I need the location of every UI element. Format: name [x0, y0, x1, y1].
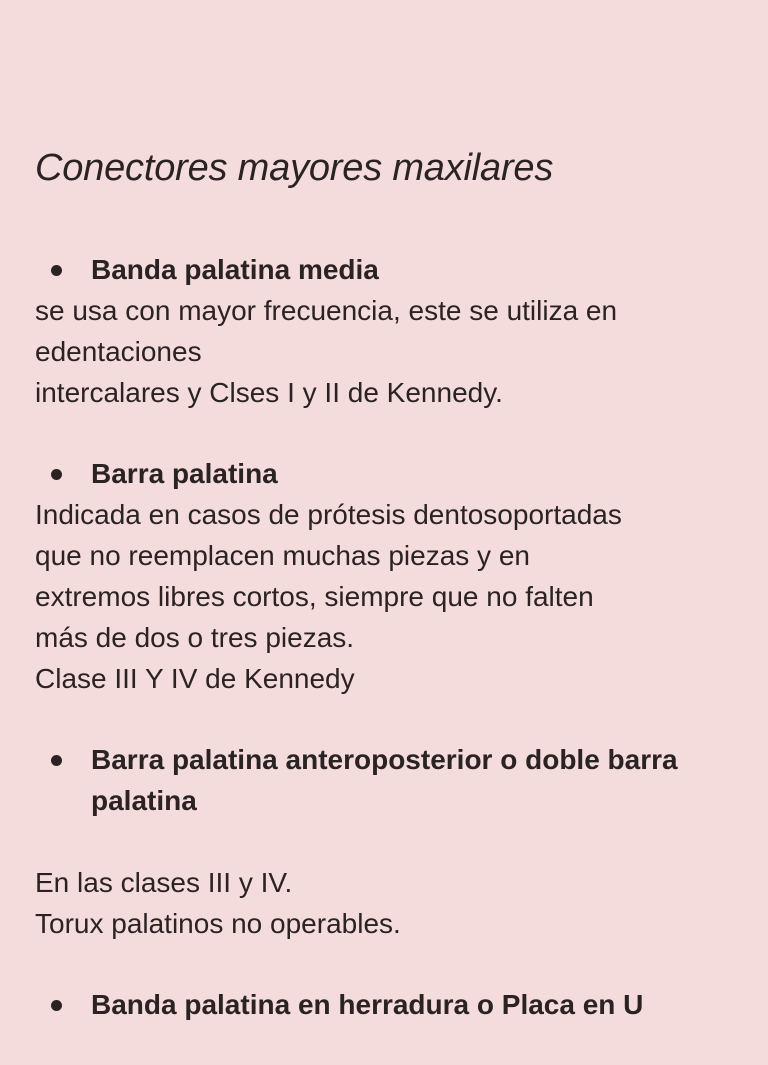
bullet-icon [51, 265, 62, 276]
section-body: Indicada en casos de prótesis dentosoportadas que no reemplacen muchas piezas y en extremos libres cortos, siempre que no falten más de dos o tres piezas. Clase III Y IV de Kennedy [35, 499, 622, 694]
section-barra-palatina [35, 453, 735, 699]
bullet-icon [51, 755, 62, 766]
section-heading: Banda palatina media [91, 254, 379, 285]
bullet-item [35, 984, 735, 1025]
section-heading: Barra palatina anteroposterior o doble barra palatina [91, 744, 678, 816]
section-banda-palatina-herradura [35, 984, 735, 1025]
section-body: se usa con mayor frecuencia, este se utiliza en edentaciones intercalares y Clses I y II de Kennedy. [35, 295, 618, 408]
page-title: Conectores mayores maxilares [35, 147, 554, 189]
section-barra-palatina-anteroposterior [35, 739, 735, 944]
section-heading: Barra palatina [91, 458, 278, 489]
section-banda-palatina-media [35, 249, 735, 413]
section-heading: Banda palatina en herradura o Placa en U [91, 989, 644, 1020]
bullet-icon [51, 1000, 62, 1011]
bullet-item [35, 739, 735, 821]
bullet-item [35, 249, 735, 290]
bullet-item [35, 453, 735, 494]
section-body: En las clases III y IV. Torux palatinos no operables. [35, 867, 401, 939]
document-page [35, 140, 735, 1065]
bullet-icon [51, 469, 62, 480]
spacer [35, 821, 735, 862]
